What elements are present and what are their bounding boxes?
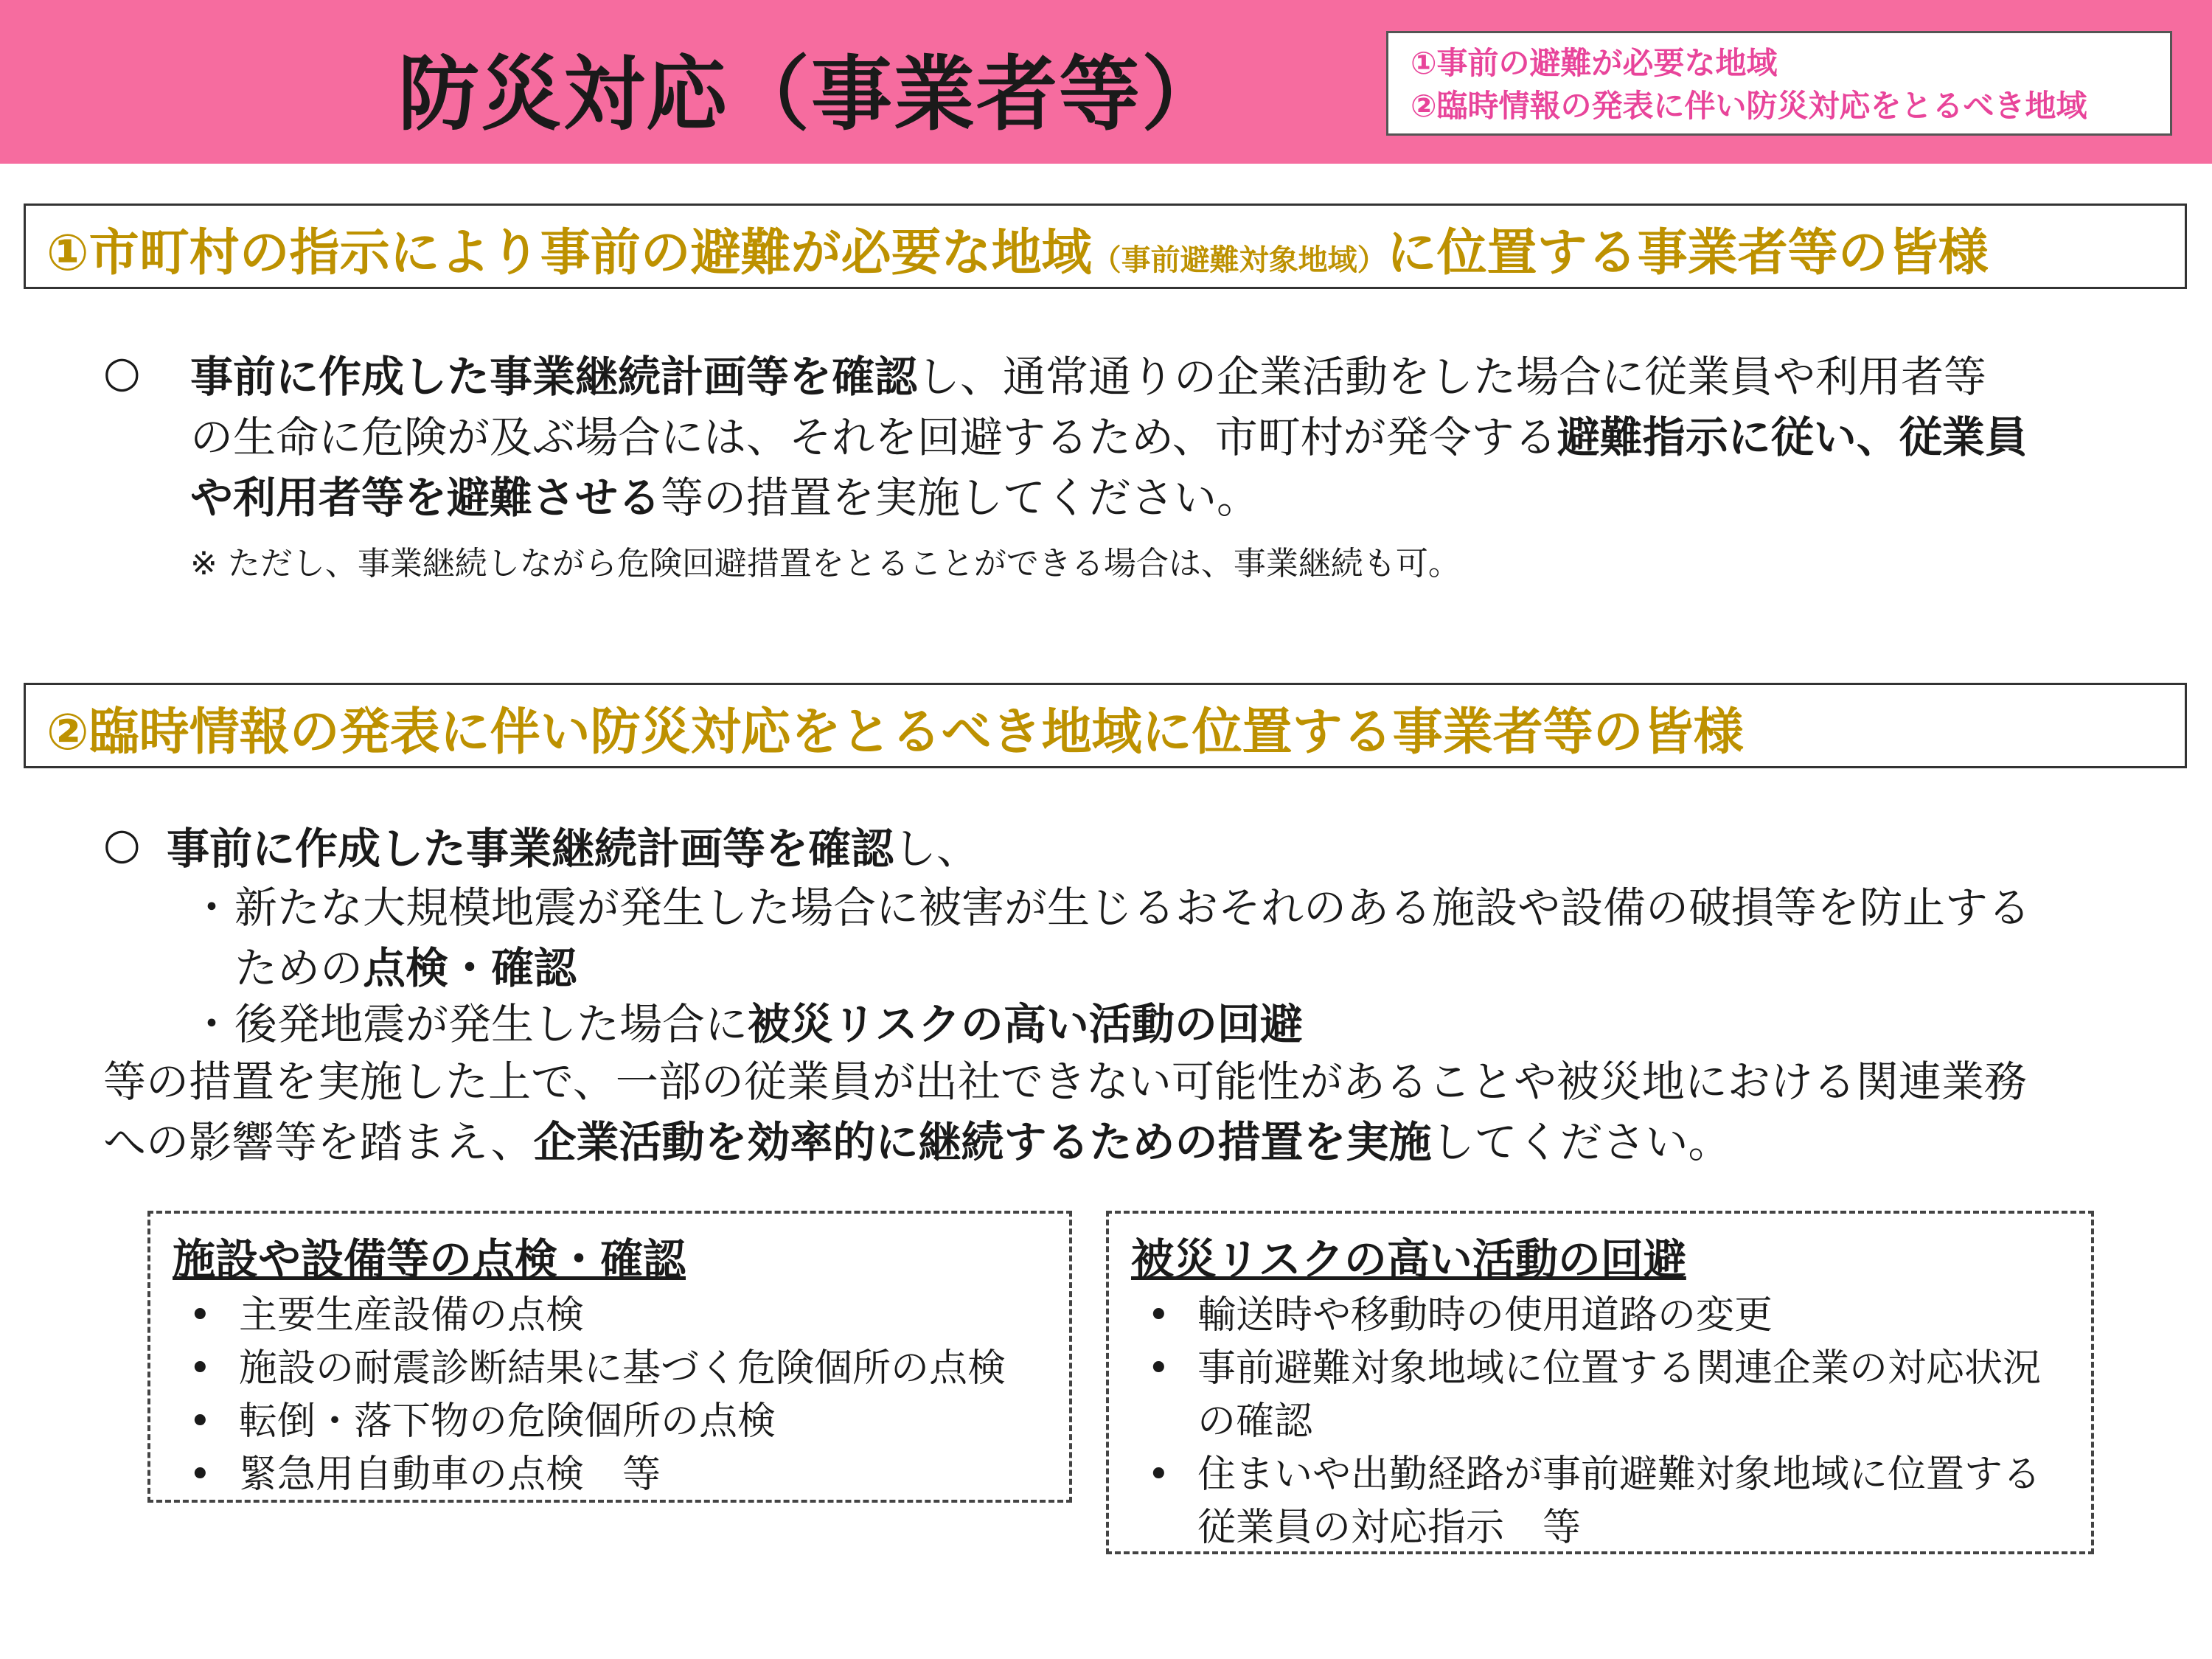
bullet-icon: • [1147, 1346, 1170, 1391]
bullet-icon: • [189, 1346, 212, 1391]
section1-line-2: の生命に危険が及ぶ場合には、それを回避するため、市町村が発令する避難指示に従い、従業員 [190, 412, 2028, 462]
bullet-icon: • [189, 1399, 212, 1444]
section1-line-3: や利用者等を避難させる等の措置を実施してください。 [190, 473, 1260, 523]
inspection-list [173, 1289, 1069, 1501]
section2-item1-bullet: ・ [190, 883, 234, 933]
section2-conclusion: 等の措置を実施した上で、一部の従業員が出社できない可能性があることや被災地における関連業務 への影響等を踏まえ、企業活動を効率的に継続するための措置を実施してください。 [103, 1057, 2027, 1167]
risk-avoidance-box [1106, 1211, 2094, 1554]
section2-title: ②臨時情報の発表に伴い防災対応をとるべき地域に位置する事業者等の皆様 [46, 703, 1744, 762]
section1-title-note: （事前避難対象地域） [1091, 243, 1387, 277]
bullet-icon: • [189, 1293, 212, 1338]
list-item: • 転倒・落下物の危険個所の点検 [173, 1395, 1069, 1448]
section1-title: ①市町村の指示により事前の避難が必要な地域（事前避難対象地域）に位置する事業者等の皆様 [46, 224, 1989, 282]
section1-line-1: 事前に作成した事業継続計画等を確認し、通常通りの企業活動をした場合に従業員や利用者等 [190, 352, 1987, 402]
inspection-box-heading: 施設や設備等の点検・確認 [173, 1234, 686, 1284]
section2-bullet: ○ [103, 818, 141, 869]
section2-header-box [24, 683, 2187, 768]
section2-item2-bullet: ・ [190, 999, 234, 1049]
inspection-box [147, 1211, 1072, 1503]
legend-item-2: ②臨時情報の発表に伴い防災対応をとるべき地域 [1411, 88, 2087, 124]
bullet-icon: • [1147, 1453, 1170, 1497]
bullet-icon: • [189, 1453, 212, 1497]
section1-note: ※ ただし、事業継続しながら危険回避措置をとることができる場合は、事業継続も可。 [190, 545, 1461, 582]
section2-item1: 新たな大規模地震が発生した場合に被害が生じるおそれのある施設や設備の破損等を防止する ための点検・確認 [234, 883, 2031, 993]
page-title: 防災対応（事業者等） [398, 47, 1224, 142]
list-item: • 輸送時や移動時の使用道路の変更 [1131, 1289, 2069, 1342]
section2-intro: 事前に作成した事業継続計画等を確認し、 [167, 824, 980, 874]
list-item: • 事前避難対象地域に位置する関連企業の対応状況の確認 [1131, 1342, 2069, 1448]
section1-header-box [24, 204, 2187, 289]
legend-item-1: ①事前の避難が必要な地域 [1411, 45, 1778, 81]
section1-bullet: ○ [103, 347, 141, 397]
list-item: • 住まいや出勤経路が事前避難対象地域に位置する従業員の対応指示 等 [1131, 1448, 2069, 1554]
list-item: • 主要生産設備の点検 [173, 1289, 1069, 1342]
list-item: • 緊急用自動車の点検 等 [173, 1448, 1069, 1501]
section2-item2: 後発地震が発生した場合に被災リスクの高い活動の回避 [234, 999, 1303, 1049]
section1-paragraph [190, 347, 2181, 528]
legend-box [1386, 31, 2172, 136]
risk-avoidance-box-heading: 被災リスクの高い活動の回避 [1131, 1234, 1686, 1284]
risk-avoidance-list [1131, 1289, 2069, 1554]
list-item: • 施設の耐震診断結果に基づく危険個所の点検 [173, 1342, 1069, 1395]
bullet-icon: • [1147, 1293, 1170, 1338]
